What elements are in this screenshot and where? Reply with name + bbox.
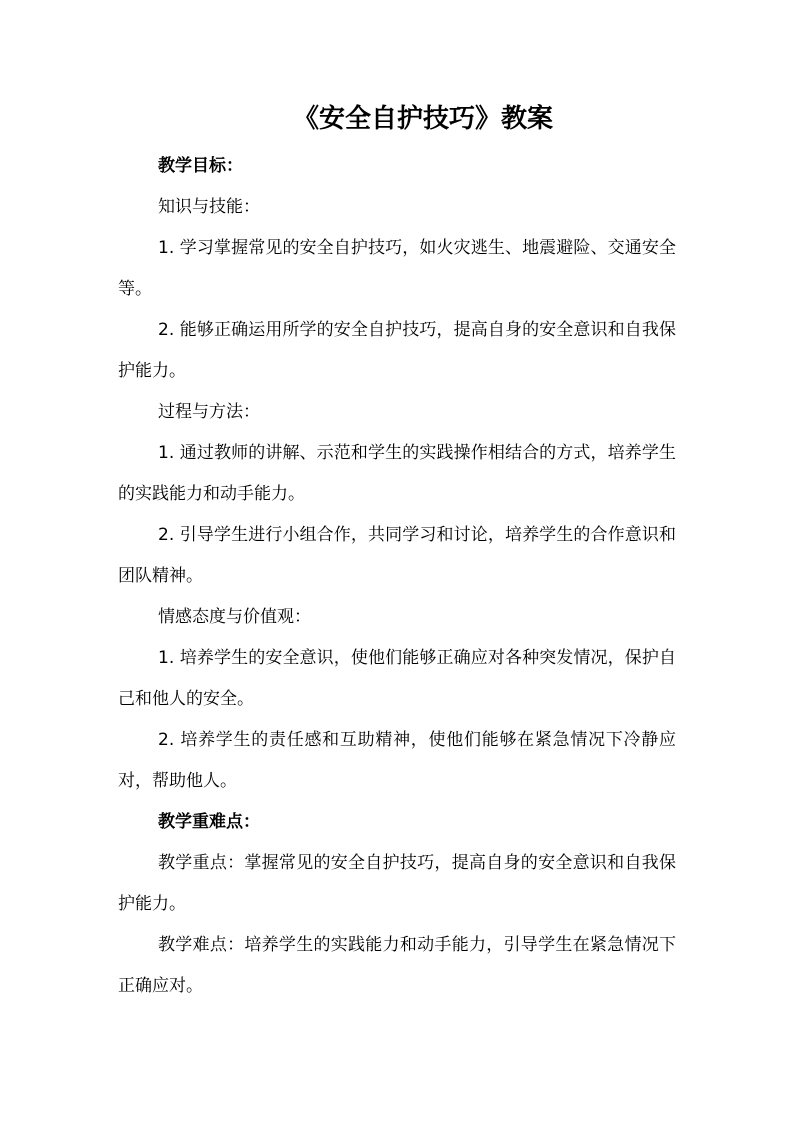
document-title: 《安全自护技巧》教案 (293, 104, 554, 134)
subheading-emotion-values: 情感态度与价值观： (158, 607, 311, 627)
knowledge-item-2: 2. 能够正确运用所学的安全自护技巧，提高自身的安全意识和自我保护能力。 (118, 320, 676, 381)
process-item-1: 1. 通过教师的讲解、示范和学生的实践操作相结合的方式，培养学生的实践能力和动手能力。 (118, 443, 676, 504)
subheading-knowledge-skills: 知识与技能： (158, 197, 260, 217)
section-heading-objectives: 教学目标： (158, 156, 243, 176)
teaching-focus: 教学重点：掌握常见的安全自护技巧，提高自身的安全意识和自我保护能力。 (118, 853, 676, 914)
knowledge-item-1: 1. 学习掌握常见的安全自护技巧，如火灾逃生、地震避险、交通安全等。 (118, 238, 676, 299)
process-item-2: 2. 引导学生进行小组合作，共同学习和讨论，培养学生的合作意识和团队精神。 (118, 525, 676, 586)
section-heading-key-points: 教学重难点： (158, 812, 260, 832)
teaching-difficulty: 教学难点：培养学生的实践能力和动手能力，引导学生在紧急情况下正确应对。 (118, 935, 676, 996)
emotion-item-2: 2. 培养学生的责任感和互助精神，使他们能够在紧急情况下冷静应对，帮助他人。 (118, 730, 676, 791)
emotion-item-1: 1. 培养学生的安全意识，使他们能够正确应对各种突发情况，保护自己和他人的安全。 (118, 648, 676, 709)
subheading-process-methods: 过程与方法： (158, 402, 260, 422)
